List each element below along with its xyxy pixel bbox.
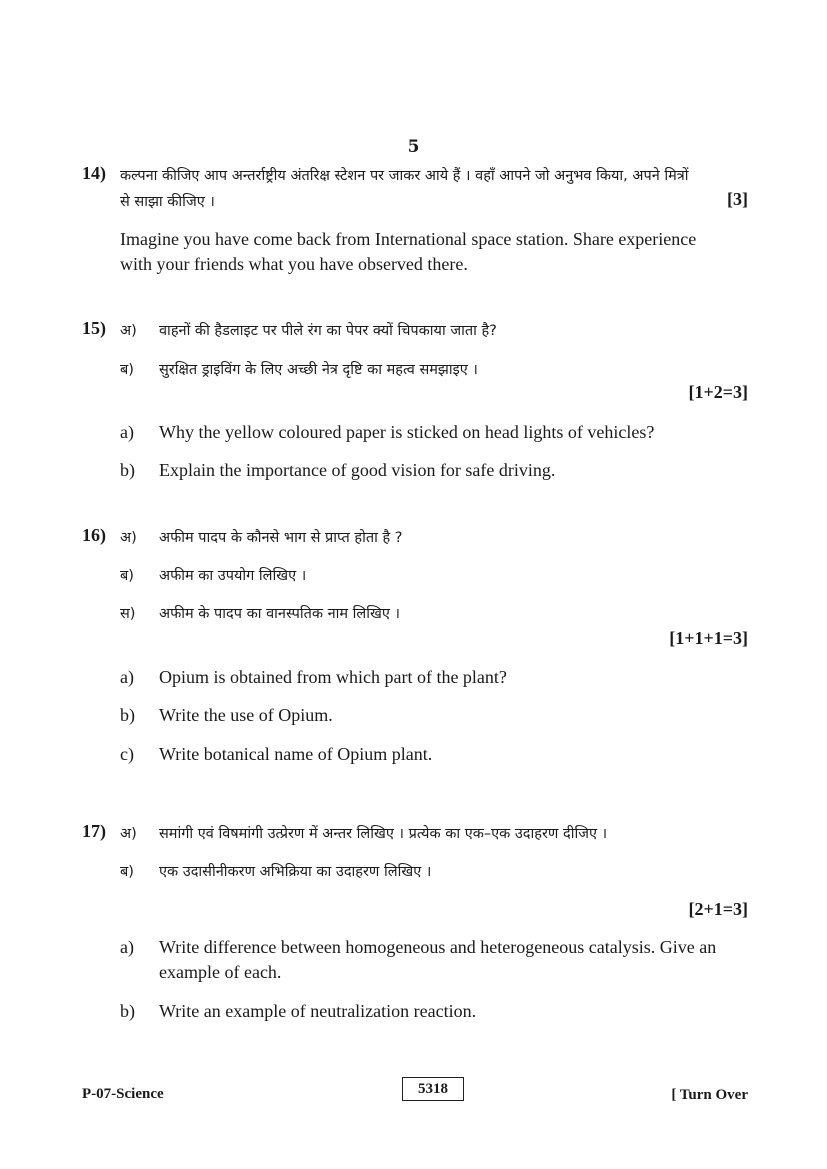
q16-english-c: Write botanical name of Opium plant. [159,744,433,764]
q15-hindi-b-label: ब) [120,362,134,378]
q16-english-b: Write the use of Opium. [159,705,333,725]
q16-hindi-c: अफीम के पादप का वानस्पतिक नाम लिखिए । [159,606,400,622]
q17-english-b-label: b) [120,1001,135,1021]
q17-hindi-a: समांगी एवं विषमांगी उत्प्रेरण में अन्तर लिखिए । प्रत्येक का एक–एक उदाहरण दीजिए । [159,826,608,842]
q17-english-b: Write an example of neutralization reaction. [159,1001,477,1021]
q16-english-a: Opium is obtained from which part of the plant? [159,667,507,687]
q15-english-b: Explain the importance of good vision for safe driving. [159,460,556,480]
q15-english-b-label: b) [120,460,135,480]
q14-english-line-2: with your friends what you have observed there. [120,254,468,274]
q16-english-b-label: b) [120,705,135,725]
q16-hindi-a-label: अ) [120,530,137,546]
q16-hindi-b-label: ब) [120,568,134,584]
footer-page-code: 5318 [402,1077,464,1101]
q15-hindi-a-label: अ) [120,323,137,339]
q14-marks: [3] [727,189,748,209]
question-17-number: 17) [82,821,106,841]
q17-english-a-line-2: example of each. [159,962,282,982]
q14-hindi-line-2: से साझा कीजिए । [120,194,215,210]
q15-marks: [1+2=3] [688,382,748,402]
q15-english-a-label: a) [120,422,134,442]
q17-hindi-a-label: अ) [120,826,137,842]
q16-english-a-label: a) [120,667,134,687]
page-number: 5 [407,137,420,157]
q16-hindi-a: अफीम पादप के कौनसे भाग से प्राप्त होता है ? [159,530,403,546]
q16-english-c-label: c) [120,744,134,764]
q15-english-a: Why the yellow coloured paper is sticked on head lights of vehicles? [159,422,655,442]
q16-hindi-b: अफीम का उपयोग लिखिए । [159,568,307,584]
q15-hindi-b: सुरक्षित ड्राइविंग के लिए अच्छी नेत्र दृष्टि का महत्व समझाइए । [159,362,478,378]
q14-english-line-1: Imagine you have come back from International space station. Share experience [120,229,697,249]
q17-english-a-line-1: Write difference between homogeneous and heterogeneous catalysis. Give an [159,937,717,957]
q14-hindi-line-1: कल्पना कीजिए आप अन्तर्राष्ट्रीय अंतरिक्ष स्टेशन पर जाकर आये हैं । वहाँ आपने जो अनुभव किया, अपने मित्रों [120,168,689,184]
footer-turn-over: [ Turn Over [671,1087,748,1103]
q17-hindi-b-label: ब) [120,864,134,880]
q16-marks: [1+1+1=3] [669,628,748,648]
q15-hindi-a: वाहनों की हैडलाइट पर पीले रंग का पेपर क्यों चिपकाया जाता है? [159,323,497,339]
question-16-number: 16) [82,525,106,545]
q17-hindi-b: एक उदासीनीकरण अभिक्रिया का उदाहरण लिखिए । [159,864,432,880]
q17-english-a-label: a) [120,937,134,957]
q16-hindi-c-label: स) [120,606,136,622]
q17-marks: [2+1=3] [688,899,748,919]
question-14-number: 14) [82,163,106,183]
question-15-number: 15) [82,318,106,338]
footer-paper-code: P-07-Science [82,1086,164,1102]
